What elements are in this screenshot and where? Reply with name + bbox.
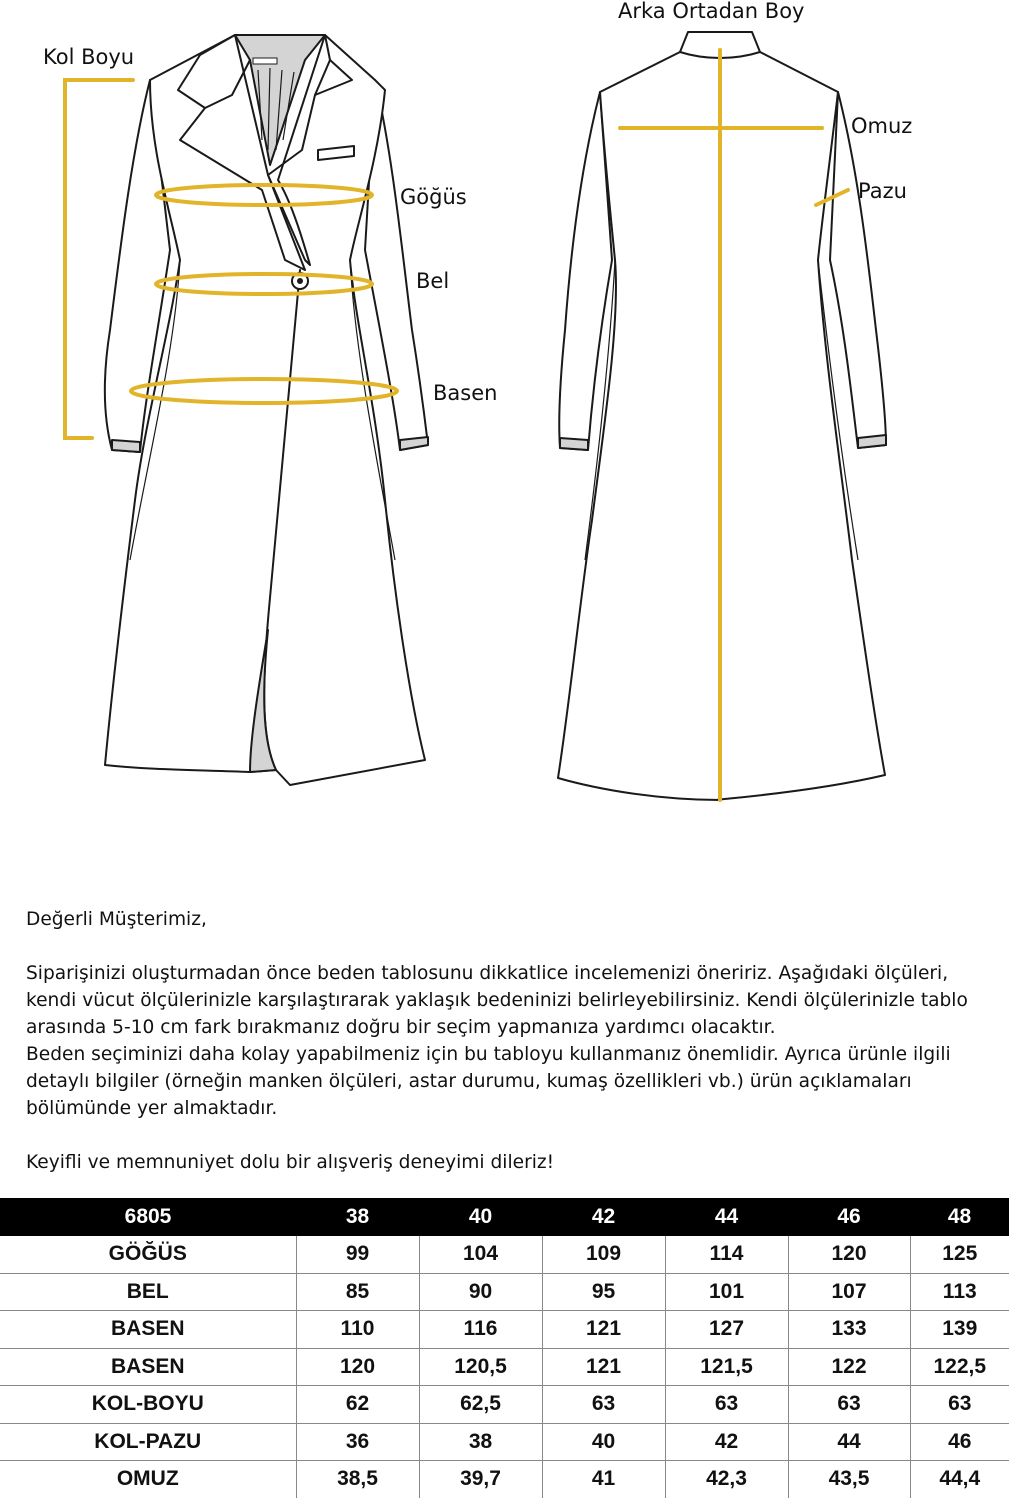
measurement-value-cell: 36	[296, 1423, 419, 1461]
measurement-value-cell: 44,4	[939, 1467, 981, 1491]
measurement-value-cell: 104	[419, 1236, 542, 1273]
measurement-name-cell: BEL	[0, 1273, 296, 1311]
back-length-label: Arka Ortadan Boy	[618, 0, 805, 23]
measurement-value-cell: 63	[665, 1386, 788, 1424]
measurement-value-cell: 122	[788, 1348, 910, 1386]
measurement-value-cell: 139	[910, 1311, 1009, 1349]
upper-arm-label: Pazu	[858, 179, 907, 203]
customer-notice	[26, 906, 986, 1176]
notice-closing: Keyifli ve memnuniyet dolu bir alışveriş deneyimi dileriz!	[26, 1152, 555, 1173]
measurement-value-cell: 41	[542, 1461, 665, 1498]
measurement-name-cell: BASEN	[0, 1348, 296, 1386]
measurement-value-cell: 63	[910, 1386, 1009, 1424]
measurement-value-cell: 95	[542, 1273, 665, 1311]
table-row	[0, 1236, 1009, 1273]
measurement-value-cell: 120	[788, 1236, 910, 1273]
chest-label: Göğüs	[400, 185, 467, 209]
size-header-cell: 48	[910, 1198, 1009, 1236]
measurement-value-cell: 121	[542, 1311, 665, 1349]
size-header-cell: 46	[788, 1198, 910, 1236]
sleeve-length-label: Kol Boyu	[43, 45, 135, 69]
measurement-value-cell: 46	[910, 1423, 1009, 1461]
measurement-name-cell: OMUZ	[0, 1461, 296, 1498]
table-row	[0, 1273, 1009, 1311]
notice-paragraph-1: Siparişinizi oluşturmadan önce beden tablosunu dikkatlice incelemenizi öneririz. Aşağıdaki ölçüleri, kendi vücut ölçülerinizle karşılaştırarak yaklaşık bedeninizi belirleyebilirsiniz. Kendi ölçülerinizle tablo arasında 5-10 cm fark bırakmanız doğru bir seçim yapmanıza yardımcı olacaktır.	[26, 963, 968, 1038]
measurement-value-cell: 90	[419, 1273, 542, 1311]
measurement-value-cell: 38,5	[296, 1461, 419, 1498]
measurement-value-cell: 38	[419, 1423, 542, 1461]
measurement-value-cell: 101	[665, 1273, 788, 1311]
measurement-value-cell: 120	[296, 1348, 419, 1386]
measurement-value-cell: 63	[788, 1386, 910, 1424]
measurement-value-cell: 42	[665, 1423, 788, 1461]
measurement-value-cell: 85	[296, 1273, 419, 1311]
measurement-value-cell: 40	[542, 1423, 665, 1461]
back-right-sleeve	[830, 92, 886, 448]
measurement-value-cell: 113	[910, 1273, 1009, 1311]
table-row	[0, 1348, 1009, 1386]
measurement-value-cell: 120,5	[419, 1348, 542, 1386]
measurement-value-cell: 44	[788, 1423, 910, 1461]
shoulder-label: Omuz	[851, 114, 913, 138]
measurement-value-cell: 63	[542, 1386, 665, 1424]
measurement-value-cell: 121	[542, 1348, 665, 1386]
measurement-value-cell: 39,7	[419, 1461, 542, 1498]
measurement-value-cell: 116	[419, 1311, 542, 1349]
table-row	[0, 1461, 1009, 1498]
measurement-value-cell: 125	[910, 1236, 1009, 1273]
front-view	[105, 35, 428, 785]
table-row	[0, 1386, 1009, 1424]
measurement-value-cell: 43,5	[788, 1461, 910, 1498]
measurement-name-cell: GÖĞÜS	[0, 1236, 296, 1273]
measurement-name-cell: KOL-BOYU	[0, 1386, 296, 1424]
measurement-value-cell: 133	[788, 1311, 910, 1349]
hip-label: Basen	[433, 381, 498, 405]
size-chart-table	[0, 1198, 1009, 1498]
measurement-value-cell: 122,5	[910, 1348, 1009, 1386]
measurement-value-cell: 62	[296, 1386, 419, 1424]
measurement-name-cell: BASEN	[0, 1311, 296, 1349]
waist-label: Bel	[416, 269, 450, 293]
measurement-name-cell: KOL-PAZU	[0, 1423, 296, 1461]
measurement-value-cell: 62,5	[419, 1386, 542, 1424]
table-row	[0, 1423, 1009, 1461]
measurement-value-cell: 99	[296, 1236, 419, 1273]
measurement-value-cell: 127	[665, 1311, 788, 1349]
product-code-cell: 6805	[0, 1198, 296, 1236]
measurement-value-cell: 110	[296, 1311, 419, 1349]
size-header-cell: 38	[296, 1198, 419, 1236]
measurement-value-cell: 114	[665, 1236, 788, 1273]
size-header-cell: 40	[419, 1198, 542, 1236]
size-table-header	[0, 1198, 1009, 1236]
size-header-cell: 42	[542, 1198, 665, 1236]
table-row	[0, 1311, 1009, 1349]
measurement-value-cell: 42,3	[665, 1461, 788, 1498]
size-header-cell: 44	[665, 1198, 788, 1236]
measurement-value-cell: 121,5	[665, 1348, 788, 1386]
measurement-value-cell: 109	[542, 1236, 665, 1273]
notice-greeting: Değerli Müşterimiz,	[26, 909, 207, 930]
notice-paragraph-2: Beden seçiminizi daha kolay yapabilmeniz için bu tabloyu kullanmanız önemlidir. Ayrıca ürünle ilgili detaylı bilgiler (örneğin manken ölçüleri, astar durumu, kumaş özellikleri vb.) ürün açıklamaları bölümünde yer almaktadır.	[26, 1044, 951, 1119]
measurement-value-cell: 107	[788, 1273, 910, 1311]
